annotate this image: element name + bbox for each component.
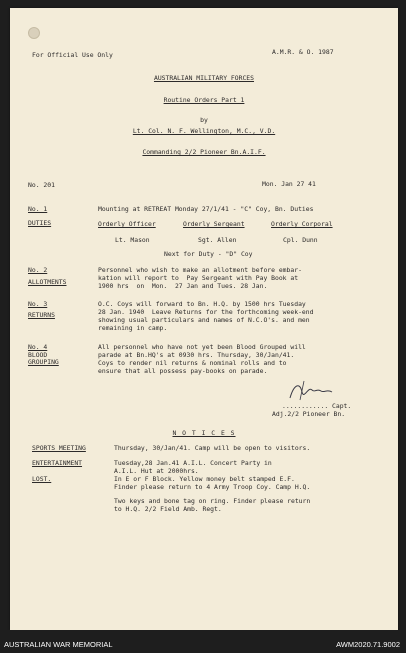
signature <box>286 378 336 404</box>
notice-label: ENTERTAINMENT <box>32 459 83 467</box>
item-number: No. 2 <box>28 266 48 274</box>
notices-heading: N O T I C E S <box>172 429 236 437</box>
notice-text: Two keys and bone tag on ring. Finder please return <box>114 497 311 505</box>
duty-name: Lt. Mason <box>115 236 150 244</box>
official-use-label: For Official Use Only <box>32 51 113 59</box>
duty-name: Sgt. Allen <box>198 236 237 244</box>
forces-heading: AUSTRALIAN MILITARY FORCES <box>153 74 255 82</box>
punch-hole <box>28 27 40 39</box>
item-text: All personnel who have not yet been Blood Grouped will <box>98 343 306 351</box>
signature-line: ............ Capt. <box>282 402 352 410</box>
archive-name: AUSTRALIAN WAR MEMORIAL <box>4 640 113 649</box>
item-text: 28 Jan. 1940 Leave Returns for the forthcoming week-end <box>98 308 314 316</box>
next-duty: Next for Duty - "D" Coy <box>164 250 253 258</box>
item-number: No. 1 <box>28 205 48 213</box>
archive-footer <box>0 630 406 653</box>
order-number: No. 201 <box>28 181 55 189</box>
item-text: kation will report to Pay Sergeant with Pay Book at <box>98 274 299 282</box>
item-text: parade at Bn.HQ's at 0930 hrs. Thursday, 30/Jan/41. <box>98 351 295 359</box>
notice-text: Thursday, 30/Jan/41. Camp will be open to visitors. <box>114 444 311 452</box>
duty-role: Orderly Sergeant <box>183 220 245 228</box>
notice-text: Finder please return to 4 Army Troop Coy. Camp H.Q. <box>114 483 311 491</box>
duties-line: Mounting at RETREAT Monday 27/1/41 - "C" Coy, Bn. Duties <box>98 205 314 213</box>
item-text: remaining in camp. <box>98 324 168 332</box>
item-text: Coys to render nil returns & nominal rolls and to <box>98 359 287 367</box>
document-page <box>10 8 398 630</box>
item-text: ensure that all possess pay-books on parade. <box>98 367 268 375</box>
orders-title: Routine Orders Part 1 <box>163 96 245 104</box>
duty-role: Orderly Corporal <box>271 220 333 228</box>
item-text: 1900 hrs on Mon. 27 Jan and Tues. 28 Jan. <box>98 282 268 290</box>
notice-text: A.I.L. Hut at 2000hrs. <box>114 467 199 475</box>
form-reference: A.M.R. & O. 1987 <box>272 48 334 56</box>
notice-label: LOST. <box>32 475 52 483</box>
notice-text: Tuesday,28 Jan.41 A.I.L. Concert Party in <box>114 459 272 467</box>
order-date: Mon. Jan 27 41 <box>262 180 316 188</box>
item-number: No. 4 <box>28 343 48 351</box>
item-text: showing usual particulars and names of N.C.O's. and men <box>98 316 310 324</box>
item-label: ALLOTMENTS <box>28 278 67 286</box>
item-label: RETURNS <box>28 311 55 319</box>
commanding-officer: Lt. Col. N. F. Wellington, M.C., V.D. <box>132 127 276 135</box>
item-text: O.C. Coys will forward to Bn. H.Q. by 1500 hrs Tuesday <box>98 300 306 308</box>
notice-text: to H.Q. 2/2 Field Amb. Regt. <box>114 505 222 513</box>
notice-text: In E or F Block. Yellow money belt stamped E.F. <box>114 475 295 483</box>
notice-label: SPORTS MEETING <box>32 444 86 452</box>
item-label: BLOOD <box>28 351 48 359</box>
item-label: GROUPING <box>28 358 59 366</box>
duty-role: Orderly Officer <box>98 220 156 228</box>
item-number: No. 3 <box>28 300 48 308</box>
item-label: DUTIES <box>28 219 52 227</box>
archive-id: AWM2020.71.9002 <box>336 640 400 649</box>
signature-title: Adj.2/2 Pioneer Bn. <box>272 410 346 418</box>
item-text: Personnel who wish to make an allotment before embar- <box>98 266 302 274</box>
command-line: Commanding 2/2 Pioneer Bn.A.I.F. <box>142 148 266 156</box>
by-line: by <box>200 116 208 124</box>
duty-name: Cpl. Dunn <box>283 236 318 244</box>
